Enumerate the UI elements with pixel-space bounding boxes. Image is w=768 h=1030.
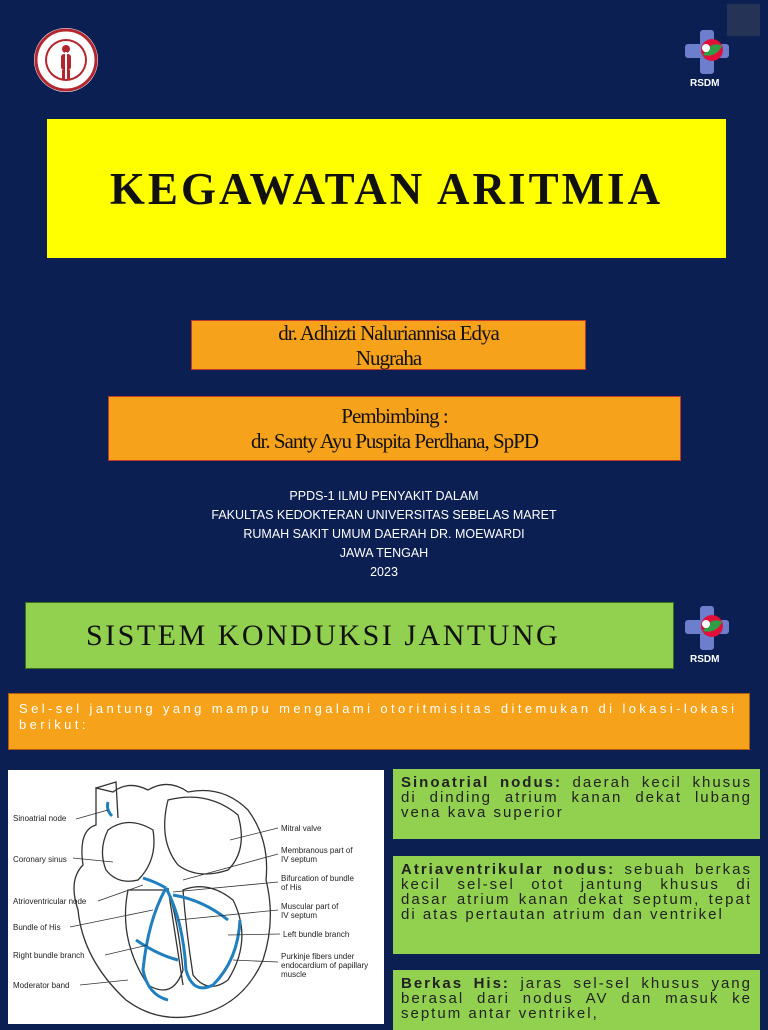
institution-line: PPDS-1 ILMU PENYAKIT DALAM [289, 489, 479, 503]
diagram-label: Moderator band [13, 981, 70, 990]
diagram-label: Atrioventricular node [13, 897, 87, 906]
diagram-label: Muscular part of [281, 902, 339, 911]
rsdm-logo [682, 28, 734, 90]
diagram-label: muscle [281, 970, 307, 979]
diagram-label: Mitral valve [281, 824, 322, 833]
diagram-label: Coronary sinus [13, 855, 67, 864]
svg-text:RSDM: RSDM [690, 654, 720, 665]
card-term: Sinoatrial nodus: [401, 774, 562, 791]
institution-line: RUMAH SAKIT UMUM DAERAH DR. MOEWARDI [243, 527, 525, 541]
info-card-atrioventricular [393, 856, 760, 954]
diagram-label: endocardium of papillary [281, 961, 369, 970]
university-seal-logo [33, 27, 99, 93]
author-name-line2: Nugraha [355, 346, 422, 370]
diagram-label: IV septum [281, 911, 318, 920]
rsdm-logo [682, 604, 734, 666]
card-term: Berkas His: [401, 975, 510, 992]
title-banner [47, 119, 726, 258]
diagram-label: IV septum [281, 855, 318, 864]
diagram-label: of His [281, 883, 302, 892]
mentor-box [108, 396, 681, 461]
intro-text: Sel-sel jantung yang mampu mengalami otoritmisitas ditemukan di lokasi-lokasi berikut: [19, 701, 738, 732]
section-heading: SISTEM KONDUKSI JANTUNG [86, 618, 561, 652]
mentor-name: dr. Santy Ayu Puspita Perdhana, SpPD [251, 428, 538, 453]
card-term: Atriaventrikular nodus: [401, 861, 616, 878]
institution-block [160, 487, 608, 577]
institution-line: FAKULTAS KEDOKTERAN UNIVERSITAS SEBELAS MARET [211, 508, 557, 522]
card-text: jaras sel-sel khusus yang berasal dari nodus AV dan masuk ke septum antar ventrikel, [401, 975, 752, 1022]
mentor-label: Pembimbing : [341, 403, 448, 428]
institution-line: 2023 [370, 565, 398, 577]
info-card-his [393, 970, 760, 1030]
card-text: sebuah berkas kecil sel-sel otot jantung khusus di dasar atrium kanan dekat septum, tepat di atas pertautan atrium dan ventrikel [401, 861, 753, 923]
diagram-label: Bundle of His [13, 923, 61, 932]
diagram-label: Purkinje fibers under [281, 952, 355, 961]
diagram-label: Membranous part of [281, 846, 353, 855]
institution-line: JAWA TENGAH [339, 546, 429, 560]
diagram-label: Sinoatrial node [13, 814, 67, 823]
heart-conduction-diagram [8, 770, 384, 1024]
diagram-label: Bifurcation of bundle [281, 874, 354, 883]
author-name-line1: dr. Adhizti Naluriannisa Edya [278, 321, 499, 345]
svg-text:RSDM: RSDM [690, 78, 720, 89]
diagram-label: Right bundle branch [13, 951, 85, 960]
section-heading-box [25, 602, 674, 669]
card-text: daerah kecil khusus di dinding atrium kanan dekat lubang vena kava superior [401, 774, 752, 821]
page-title: KEGAWATAN ARITMIA [109, 163, 664, 214]
intro-box [8, 693, 750, 750]
author-box [191, 320, 586, 370]
diagram-label: Left bundle branch [283, 930, 350, 939]
info-card-sinoatrial [393, 769, 760, 839]
